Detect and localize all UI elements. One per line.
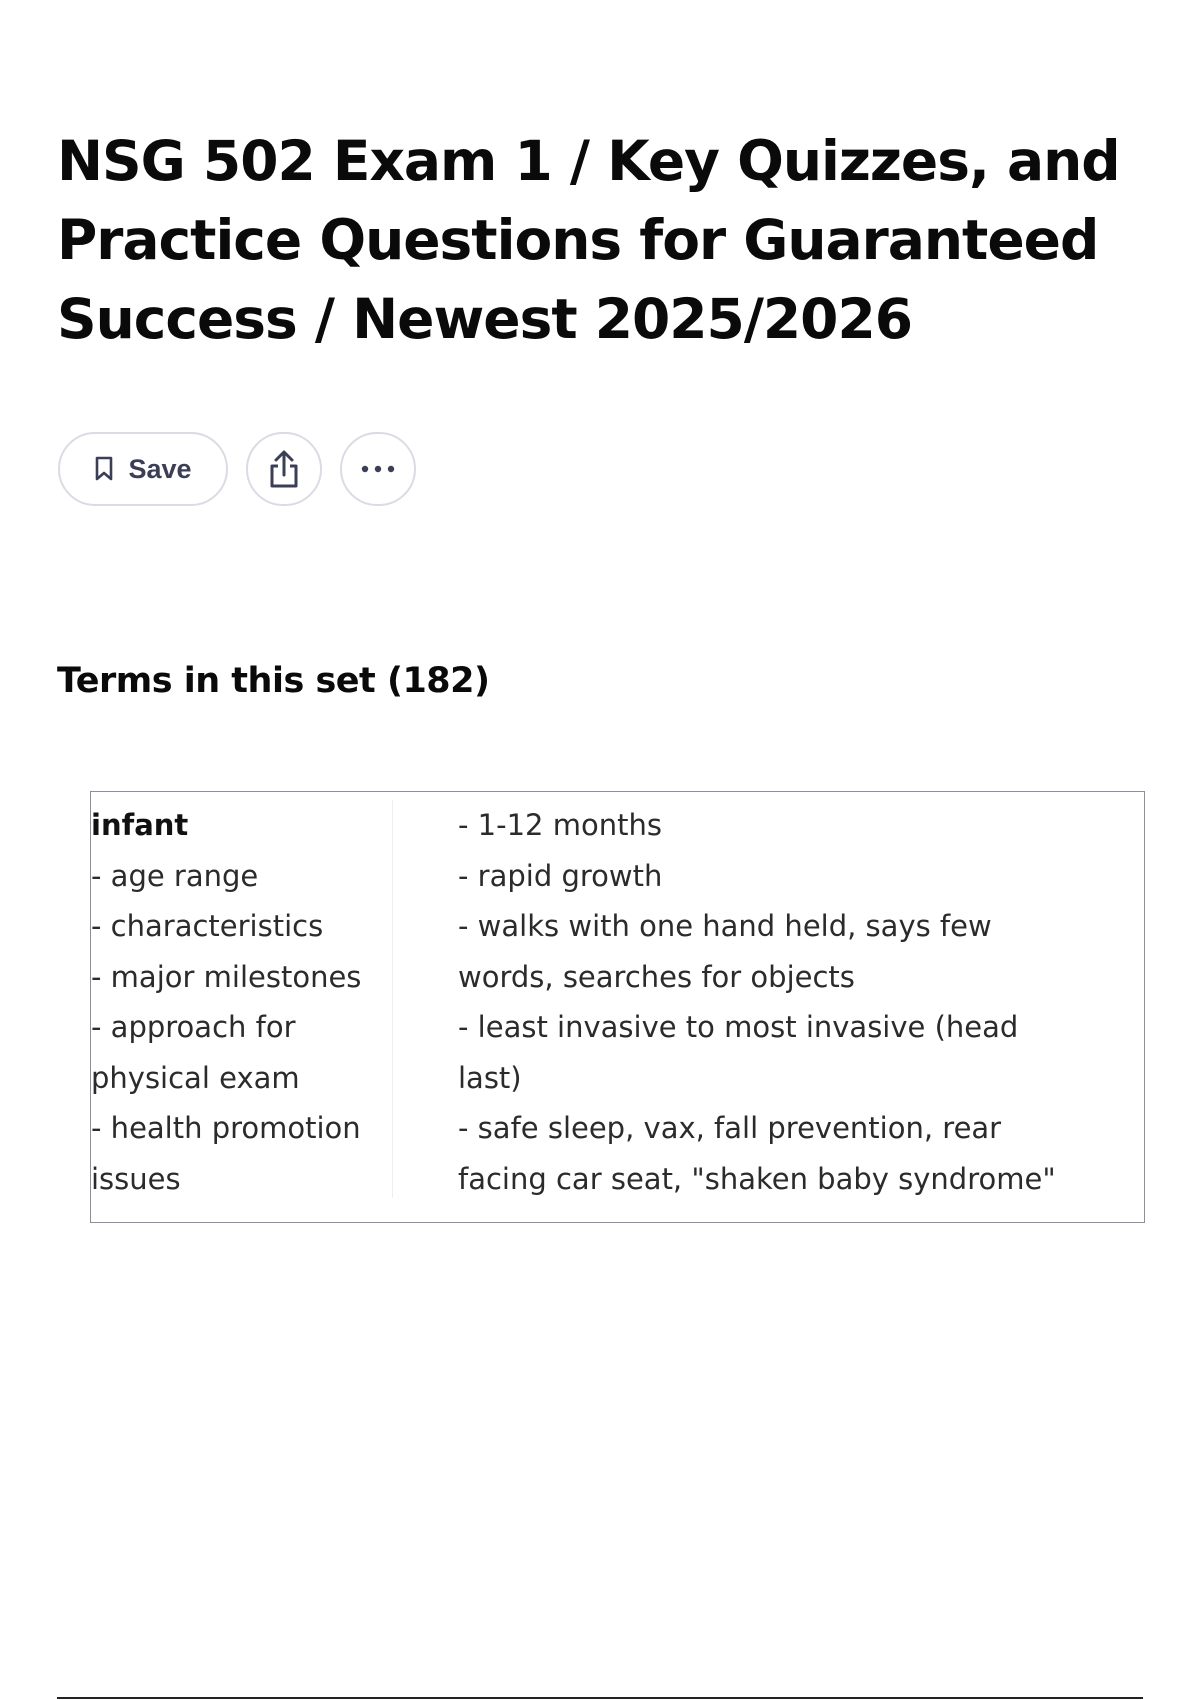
page-title-line: NSG 502 Exam 1 / Key Quizzes, and [57,129,1120,193]
page-title-line: Success / Newest 2025/2026 [57,287,912,351]
bookmark-icon [94,456,114,482]
save-button[interactable] [58,432,228,506]
definition-line: - 1-12 months [458,808,662,842]
term-line: - characteristics [91,909,324,943]
definition-line: last) [458,1060,522,1095]
term-line: - health promotion [91,1111,361,1145]
term-line: issues [91,1161,181,1196]
definition-column [393,800,1144,1222]
more-options-icon [360,465,396,473]
terms-count-heading: Terms in this set (182) [57,661,490,701]
definition-line: - rapid growth [458,858,663,893]
page-title-line: Practice Questions for Guaranteed [57,208,1099,272]
term-line: physical exam [91,1060,300,1095]
save-label: Save [128,453,192,484]
page-title [57,122,1137,359]
action-bar [58,430,416,508]
term-line: - age range [91,858,259,893]
more-options-button[interactable] [340,432,416,506]
share-icon [267,449,301,489]
definition-line: - walks with one hand held, says few [458,909,992,943]
term-card [90,791,1145,1223]
term-line: - major milestones [91,959,362,994]
term-line: - approach for [91,1010,296,1044]
definition-line: facing car seat, "shaken baby syndrome" [458,1161,1056,1196]
definition-line: words, searches for objects [458,959,855,994]
definition-line: - least invasive to most invasive (head [458,1010,1019,1044]
definition-line: - safe sleep, vax, fall prevention, rear [458,1111,1002,1145]
term-title: infant [91,808,189,842]
term-column [91,800,393,1198]
page-divider [57,1697,1143,1699]
share-button[interactable] [246,432,322,506]
